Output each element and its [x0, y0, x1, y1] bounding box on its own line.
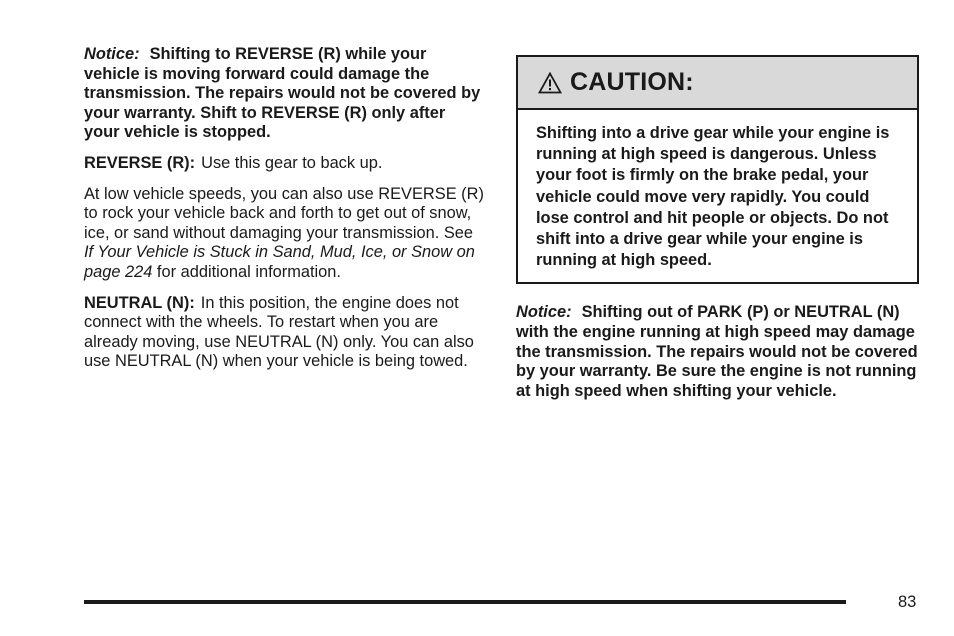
neutral-term: NEUTRAL (N): — [84, 293, 195, 312]
footer-rule — [84, 600, 846, 604]
reverse-text: Use this gear to back up. — [201, 153, 383, 172]
warning-triangle-icon — [538, 72, 562, 94]
caution-title: CAUTION: — [570, 68, 694, 96]
page-number: 83 — [898, 593, 917, 611]
notice-text: Shifting out of PARK (P) or NEUTRAL (N) with the engine running at high speed may damage the transmission. The repairs would not be covered by your warranty. Be sure the engine is not running at high speed when shifting your vehicle. — [516, 303, 918, 400]
reverse-paragraph — [84, 154, 484, 174]
caution-header — [518, 57, 917, 110]
park-neutral-notice — [516, 303, 919, 401]
caution-box — [516, 55, 919, 284]
notice-text: Shifting to REVERSE (R) while your vehicle is moving forward could damage the transmission. The repairs would not be covered by your warranty. Shift to REVERSE (R) only after your vehicle is stopped. — [84, 45, 481, 142]
neutral-text: In this position, the engine does not connect with the wheels. To restart when you are already moving, use NEUTRAL (N) only. You can also use NEUTRAL (N) when your vehicle is being towed. — [84, 293, 474, 371]
reverse-term: REVERSE (R): — [84, 153, 196, 172]
low-speed-text: At low vehicle speeds, you can also use REVERSE (R) to rock your vehicle back and forth to get out of snow, ice, or sand without damaging your transmission. See — [84, 184, 484, 242]
neutral-paragraph — [84, 294, 484, 372]
low-speed-text-end: for additional information. — [152, 262, 341, 281]
left-column — [84, 45, 484, 383]
notice-label: Notice: — [516, 303, 572, 322]
reverse-notice — [84, 45, 484, 143]
notice-label: Notice: — [84, 45, 140, 63]
stuck-vehicle-reference: If Your Vehicle is Stuck in Sand, Mud, Ice, or Snow on page 224 — [84, 243, 475, 281]
low-speed-paragraph — [84, 185, 484, 283]
caution-text: Shifting into a drive gear while your engine is running at high speed is dangerous. Unless your foot is firmly on the brake pedal, your vehicle could move very rapidly. You could lose control and hit people or objects. Do not shift into a drive gear while your engine is running at high speed. — [536, 124, 890, 270]
right-column — [516, 55, 919, 412]
